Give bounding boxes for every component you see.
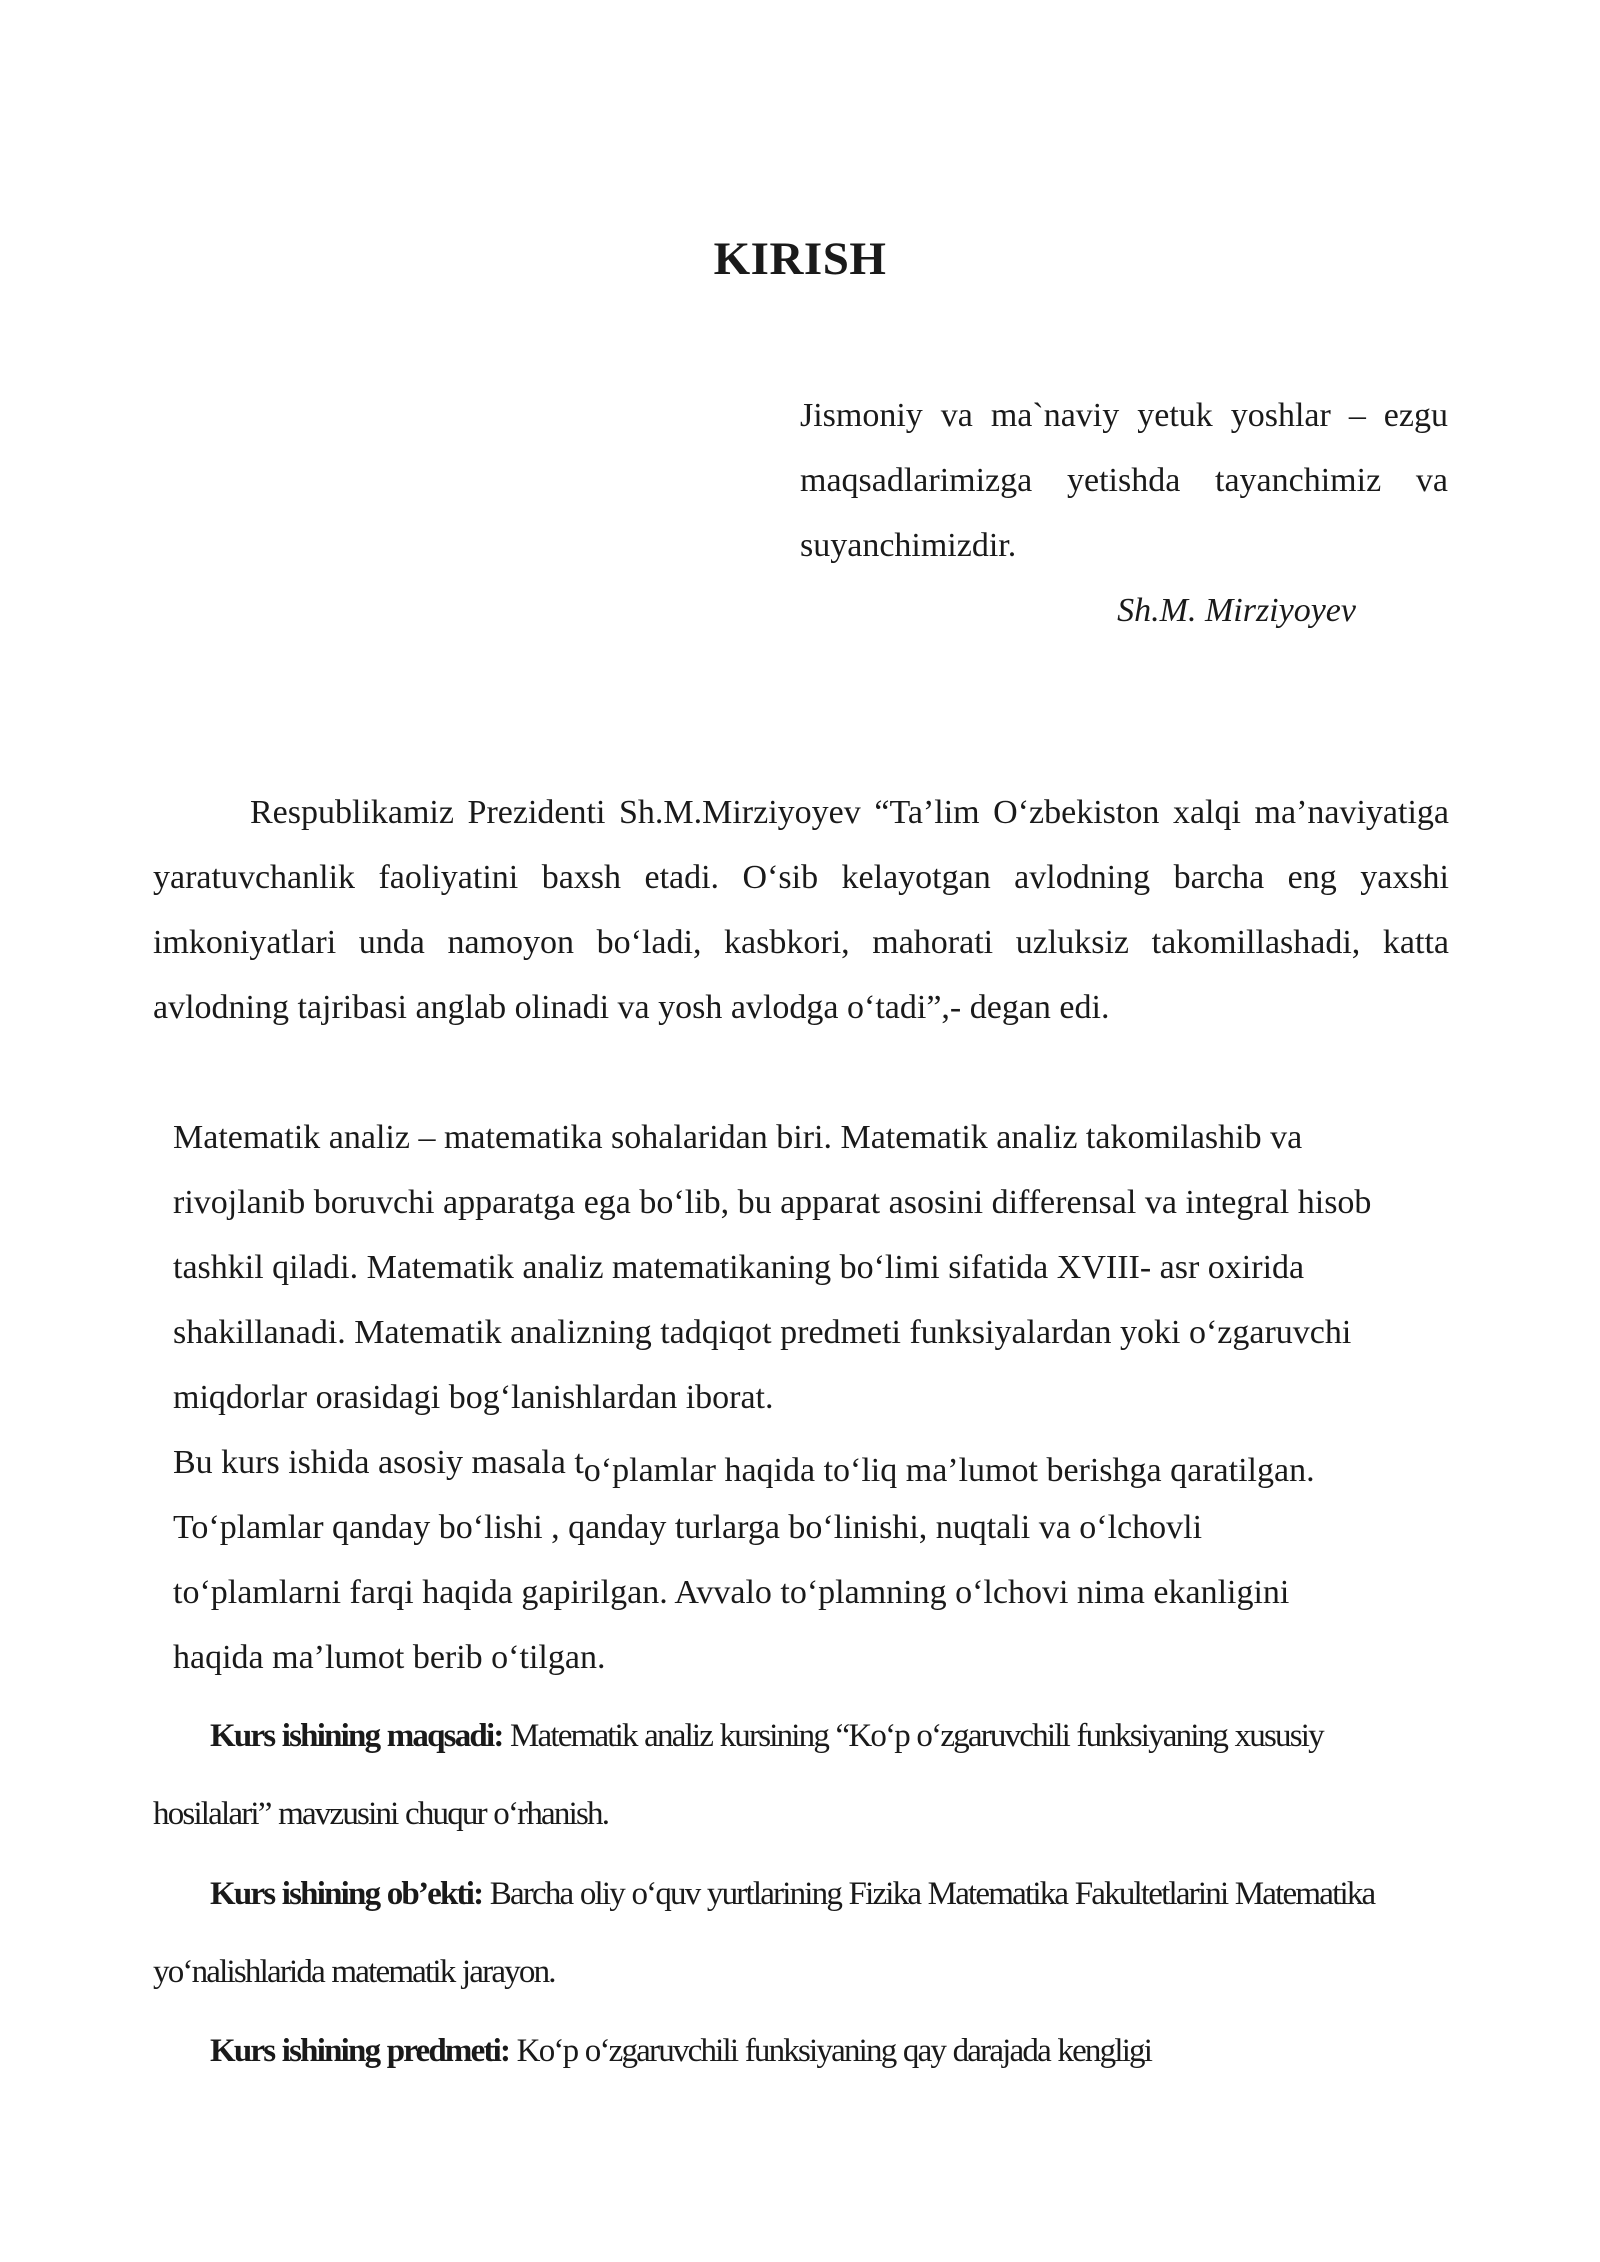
course-subject <box>153 2012 1513 2090</box>
paragraph-course-task <box>153 1430 1493 1690</box>
paragraph-line-start: Bu kurs ishida asosiy masala t <box>173 1444 584 1481</box>
paragraph-mathematical-analysis <box>153 1105 1493 1430</box>
page-title: KIRISH <box>713 233 887 285</box>
paragraph-line <box>153 1430 1493 1495</box>
epigraph <box>800 383 1448 643</box>
paragraph-line: shakillanadi. Matematik analizning tadqiqot predmeti funksiyalardan yoki o‘zgaruvchi <box>173 1314 1352 1351</box>
course-goal <box>153 1697 1513 1853</box>
course-subject-text: Ko‘p o‘zgaruvchili funksiyaning qay darajada kengligi <box>509 2033 1152 2069</box>
course-subject-label: Kurs ishining predmeti: <box>210 2033 510 2069</box>
epigraph-author: Sh.M. Mirziyoyev <box>1117 592 1356 629</box>
course-object-label: Kurs ishining ob’ekti: <box>210 1876 483 1912</box>
course-subject-line <box>153 2012 1513 2090</box>
course-goal-text: Matematik analiz kursining “Ko‘p o‘zgaruvchili funksiyaning xususiy <box>502 1718 1323 1754</box>
paragraph-line: To‘plamlar qanday bo‘lishi , qanday turlarga bo‘linishi, nuqtali va o‘lchovli <box>173 1509 1203 1546</box>
epigraph-text: Jismoniy va ma`naviy yetuk yoshlar – ezgu maqsadlarimizga yetishda tayanchimiz va suyanchimizdir. <box>800 397 1448 564</box>
paragraph-line: miqdorlar orasidagi bog‘lanishlardan iborat. <box>173 1379 774 1416</box>
paragraph-line-shifted: o‘plamlar haqida to‘liq ma’lumot berishga qaratilgan. <box>583 1452 1315 1489</box>
paragraph-line: haqida ma’lumot berib o‘tilgan. <box>173 1639 606 1676</box>
paragraph-line: to‘plamlarni farqi haqida gapirilgan. Avvalo to‘plamning o‘lchovi nima ekanligini <box>173 1574 1290 1611</box>
course-object <box>153 1855 1513 2011</box>
course-goal-label: Kurs ishining maqsadi: <box>210 1718 503 1754</box>
course-object-text: Barcha oliy o‘quv yurtlarining Fizika Matematika Fakultetlarini Matematika <box>482 1876 1375 1912</box>
paragraph-line: Matematik analiz – matematika sohalaridan biri. Matematik analiz takomilashib va <box>173 1119 1303 1156</box>
paragraph-line: rivojlanib boruvchi apparatga ega bo‘lib, bu apparat asosini differensal va integral hisob <box>173 1184 1372 1221</box>
course-object-line <box>153 1855 1513 1933</box>
paragraph-president-quote: Respublikamiz Prezidenti Sh.M.Mirziyoyev “Ta’lim O‘zbekiston xalqi ma’naviyatiga yaratuvchanlik faoliyatini baxsh etadi. O‘sib kelayotgan avlodning barcha eng yaxshi imkoniyatlari unda namoyon bo‘ladi, kasbkori, mahorati uzluksiz takomillashadi, katta avlodning tajribasi anglab olinadi va yosh avlodga o‘tadi”,- degan edi. <box>153 794 1449 1026</box>
course-goal-line: hosilalari” mavzusini chuqur o‘rhanish. <box>153 1796 609 1832</box>
course-object-line: yo‘nalishlarida matematik jarayon. <box>153 1954 555 1990</box>
course-goal-line <box>153 1697 1513 1775</box>
paragraph-line: tashkil qiladi. Matematik analiz matematikaning bo‘limi sifatida XVIII- asr oxirida <box>173 1249 1305 1286</box>
